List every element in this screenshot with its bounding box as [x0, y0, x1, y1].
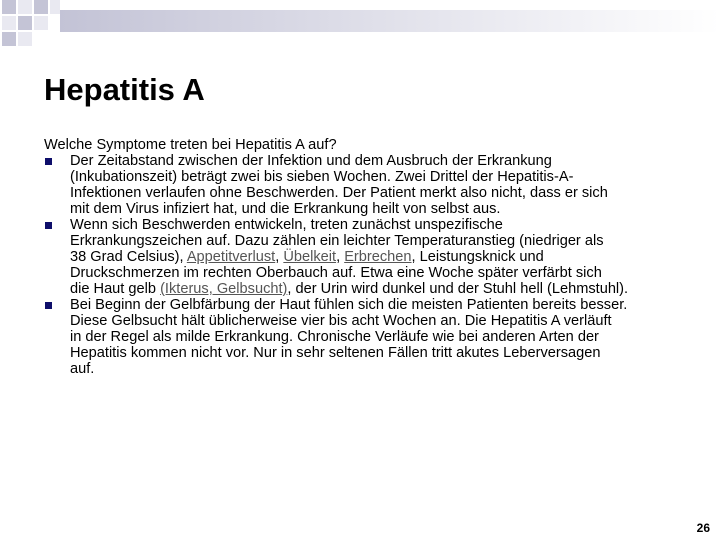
- bullet-list: [44, 153, 694, 377]
- bullet-text-part: , Leistungsknick und Druckschmerzen im rechten Oberbauch auf. Etwa eine Woche später verfärbt sich die Haut gelb: [70, 249, 602, 297]
- square-bullet-icon: [45, 222, 52, 229]
- bullet-item: [44, 297, 694, 377]
- slide-title: Hepatitis A: [44, 72, 205, 107]
- separator: ,: [336, 249, 345, 265]
- link-erbrechen[interactable]: Erbrechen: [344, 249, 412, 265]
- intro-question: Welche Symptome treten bei Hepatitis A auf?: [44, 137, 337, 153]
- separator: ,: [275, 249, 284, 265]
- header-decoration: [0, 0, 720, 60]
- link-appetitverlust[interactable]: Appetitverlust: [186, 249, 276, 265]
- page-number: 26: [696, 521, 710, 535]
- link-uebelkeit[interactable]: Übelkeit: [283, 249, 337, 265]
- square-bullet-icon: [45, 302, 52, 309]
- bullet-text: [70, 217, 628, 297]
- bullet-text: Bei Beginn der Gelbfärbung der Haut fühlen sich die meisten Patienten bereits besser. Diese Gelbsucht hält üblicherweise vier bis acht Wochen an. Die Hepatitis A verläuft in der Regel als milde Erkrankung. Chronische Verläufe wie bei anderen Arten der Hepatitis kommen nicht vor. Nur in sehr seltenen Fällen tritt akutes Leberversagen auf.: [70, 297, 628, 377]
- bullet-item: [44, 153, 694, 217]
- bullet-text-part: Wenn sich Beschwerden entwickeln, treten zunächst unspezifische Erkrankungszeichen auf. Dazu zählen ein leichter Temperaturanstieg (niedriger als 38 Grad Celsius),: [70, 217, 604, 265]
- bullet-item: [44, 217, 694, 297]
- slide-body: [44, 137, 694, 377]
- square-bullet-icon: [45, 158, 52, 165]
- bullet-text: Der Zeitabstand zwischen der Infektion und dem Ausbruch der Erkrankung (Inkubationszeit) beträgt zwei bis sieben Wochen. Zwei Drittel der Hepatitis-A- Infektionen verlaufen ohne Beschwerden. Der Patient merkt also nicht, dass er sich mit dem Virus infiziert hat, und die Erkrankung heilt von selbst aus.: [70, 153, 608, 217]
- link-ikterus[interactable]: (Ikterus, Gelbsucht): [160, 281, 288, 297]
- bullet-text-part: , der Urin wird dunkel und der Stuhl hell (Lehmstuhl).: [287, 281, 629, 297]
